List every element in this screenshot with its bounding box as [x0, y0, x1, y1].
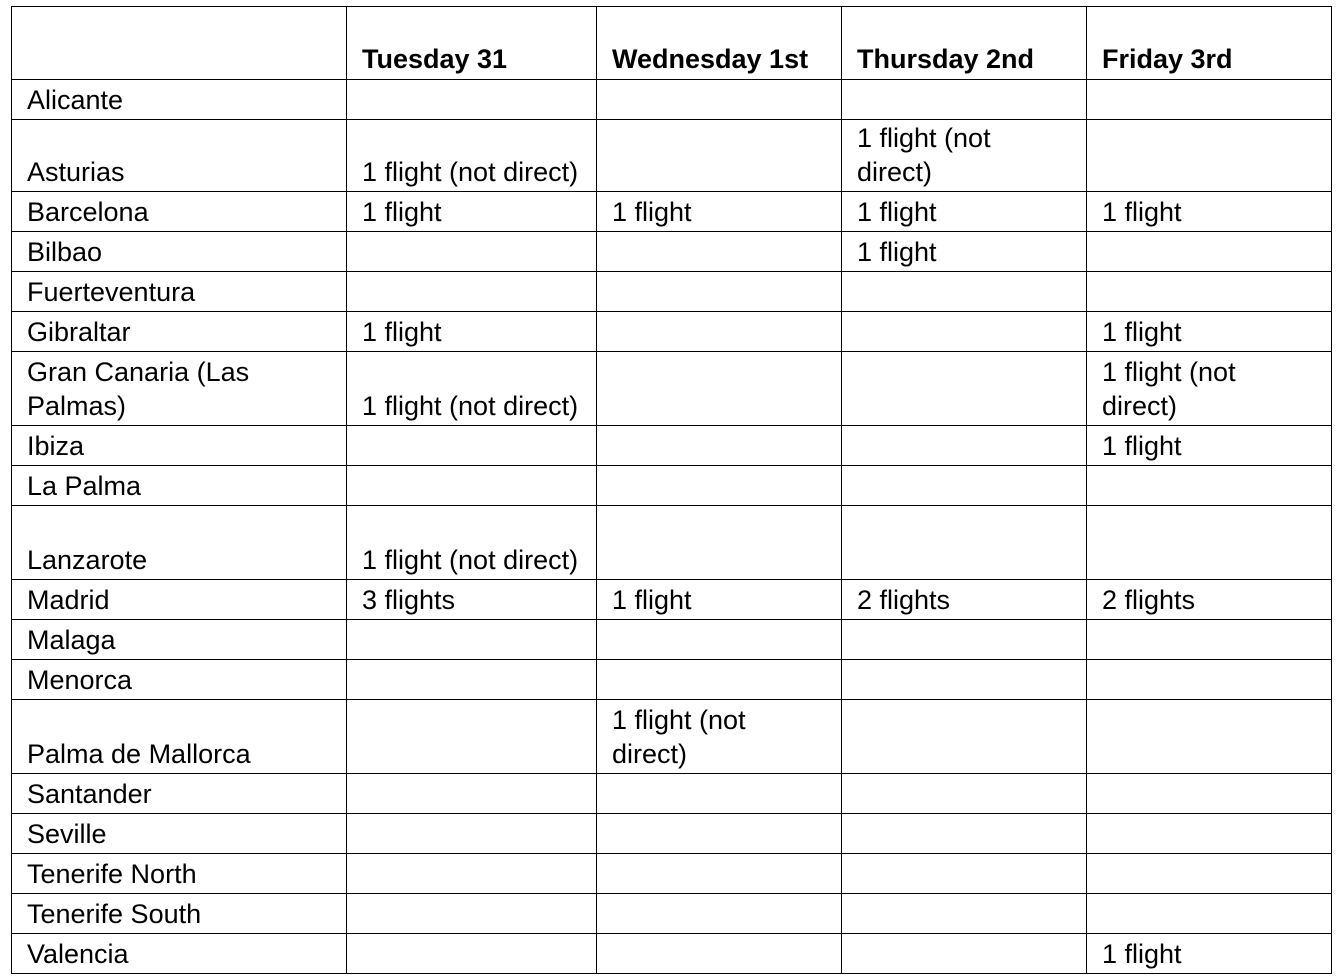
flight-cell-thursday	[842, 272, 1087, 312]
flight-cell-wednesday	[597, 232, 842, 272]
flight-cell-wednesday	[597, 854, 842, 894]
flight-cell-wednesday	[597, 312, 842, 352]
header-thursday: Thursday 2nd	[842, 7, 1087, 80]
flight-cell-thursday	[842, 894, 1087, 934]
table-row	[12, 660, 1332, 700]
flight-cell-wednesday	[597, 894, 842, 934]
flight-cell-tuesday: 1 flight	[347, 192, 597, 232]
flight-cell-friday: 1 flight (not direct)	[1087, 352, 1332, 426]
table-row	[12, 312, 1332, 352]
flight-cell-wednesday	[597, 934, 842, 974]
flight-cell-thursday: 1 flight	[842, 192, 1087, 232]
table-row	[12, 426, 1332, 466]
flight-cell-tuesday: 1 flight (not direct)	[347, 352, 597, 426]
flight-cell-tuesday: 1 flight (not direct)	[347, 506, 597, 580]
flight-cell-wednesday: 1 flight (not direct)	[597, 700, 842, 774]
flight-cell-thursday	[842, 80, 1087, 120]
header-friday: Friday 3rd	[1087, 7, 1332, 80]
flight-cell-thursday: 2 flights	[842, 580, 1087, 620]
table-row	[12, 934, 1332, 974]
flight-cell-friday: 1 flight	[1087, 312, 1332, 352]
city-cell: Palma de Mallorca	[12, 700, 347, 774]
flight-cell-friday: 2 flights	[1087, 580, 1332, 620]
flight-cell-tuesday	[347, 894, 597, 934]
flight-cell-thursday	[842, 700, 1087, 774]
flight-cell-friday: 1 flight	[1087, 426, 1332, 466]
header-row	[12, 7, 1332, 80]
table-row	[12, 580, 1332, 620]
flight-cell-thursday	[842, 660, 1087, 700]
flight-cell-thursday	[842, 814, 1087, 854]
flight-cell-friday	[1087, 80, 1332, 120]
flight-cell-thursday	[842, 352, 1087, 426]
flight-cell-thursday: 1 flight (not direct)	[842, 120, 1087, 192]
table-row	[12, 192, 1332, 232]
flight-cell-thursday	[842, 774, 1087, 814]
city-cell: Tenerife South	[12, 894, 347, 934]
flight-cell-friday	[1087, 814, 1332, 854]
city-cell: Gran Canaria (Las Palmas)	[12, 352, 347, 426]
header-corner	[12, 7, 347, 80]
flight-cell-friday	[1087, 466, 1332, 506]
flight-cell-wednesday: 1 flight	[597, 580, 842, 620]
header-wednesday: Wednesday 1st	[597, 7, 842, 80]
flight-cell-thursday	[842, 934, 1087, 974]
flight-cell-tuesday	[347, 272, 597, 312]
city-cell: Barcelona	[12, 192, 347, 232]
city-cell: Asturias	[12, 120, 347, 192]
flight-cell-wednesday	[597, 120, 842, 192]
city-cell: Tenerife North	[12, 854, 347, 894]
flight-cell-thursday	[842, 854, 1087, 894]
flight-cell-friday	[1087, 232, 1332, 272]
city-cell: Ibiza	[12, 426, 347, 466]
flight-cell-wednesday	[597, 272, 842, 312]
table-row	[12, 700, 1332, 774]
flight-cell-friday: 1 flight	[1087, 934, 1332, 974]
table-row	[12, 232, 1332, 272]
city-cell: Lanzarote	[12, 506, 347, 580]
flight-cell-friday	[1087, 894, 1332, 934]
flight-cell-tuesday	[347, 466, 597, 506]
flight-cell-friday	[1087, 120, 1332, 192]
flight-cell-thursday	[842, 506, 1087, 580]
city-cell: Gibraltar	[12, 312, 347, 352]
flight-cell-wednesday	[597, 466, 842, 506]
flight-cell-friday	[1087, 660, 1332, 700]
flight-cell-tuesday	[347, 232, 597, 272]
flight-cell-tuesday: 3 flights	[347, 580, 597, 620]
table-row	[12, 814, 1332, 854]
table-row	[12, 620, 1332, 660]
flight-cell-tuesday	[347, 620, 597, 660]
city-cell: Bilbao	[12, 232, 347, 272]
table-row	[12, 774, 1332, 814]
table-row	[12, 352, 1332, 426]
flight-cell-wednesday	[597, 814, 842, 854]
flight-cell-friday	[1087, 272, 1332, 312]
flight-cell-tuesday	[347, 814, 597, 854]
flight-cell-thursday	[842, 426, 1087, 466]
flight-cell-friday	[1087, 854, 1332, 894]
flight-cell-tuesday: 1 flight (not direct)	[347, 120, 597, 192]
city-cell: Seville	[12, 814, 347, 854]
flight-cell-wednesday: 1 flight	[597, 192, 842, 232]
flight-cell-tuesday	[347, 774, 597, 814]
flight-cell-friday: 1 flight	[1087, 192, 1332, 232]
table-row	[12, 80, 1332, 120]
city-cell: La Palma	[12, 466, 347, 506]
flight-cell-thursday	[842, 312, 1087, 352]
flight-cell-thursday	[842, 620, 1087, 660]
flight-cell-wednesday	[597, 506, 842, 580]
flight-cell-tuesday	[347, 700, 597, 774]
flight-cell-thursday	[842, 466, 1087, 506]
flight-cell-friday	[1087, 506, 1332, 580]
flight-cell-friday	[1087, 700, 1332, 774]
table-row	[12, 854, 1332, 894]
table-row	[12, 506, 1332, 580]
city-cell: Madrid	[12, 580, 347, 620]
table-row	[12, 272, 1332, 312]
table-row	[12, 894, 1332, 934]
flight-cell-tuesday	[347, 660, 597, 700]
city-cell: Menorca	[12, 660, 347, 700]
flight-cell-wednesday	[597, 426, 842, 466]
city-cell: Santander	[12, 774, 347, 814]
flight-cell-thursday: 1 flight	[842, 232, 1087, 272]
flight-cell-wednesday	[597, 660, 842, 700]
flight-cell-wednesday	[597, 352, 842, 426]
city-cell: Malaga	[12, 620, 347, 660]
flight-cell-wednesday	[597, 774, 842, 814]
flights-table	[11, 6, 1332, 974]
table-row	[12, 120, 1332, 192]
table-row	[12, 466, 1332, 506]
city-cell: Valencia	[12, 934, 347, 974]
flight-cell-wednesday	[597, 80, 842, 120]
flight-cell-wednesday	[597, 620, 842, 660]
city-cell: Fuerteventura	[12, 272, 347, 312]
city-cell: Alicante	[12, 80, 347, 120]
flight-cell-tuesday	[347, 934, 597, 974]
flight-cell-friday	[1087, 620, 1332, 660]
flight-cell-tuesday: 1 flight	[347, 312, 597, 352]
flight-cell-tuesday	[347, 80, 597, 120]
header-tuesday: Tuesday 31	[347, 7, 597, 80]
table-body	[12, 80, 1332, 974]
flight-cell-tuesday	[347, 426, 597, 466]
flight-cell-tuesday	[347, 854, 597, 894]
flight-cell-friday	[1087, 774, 1332, 814]
